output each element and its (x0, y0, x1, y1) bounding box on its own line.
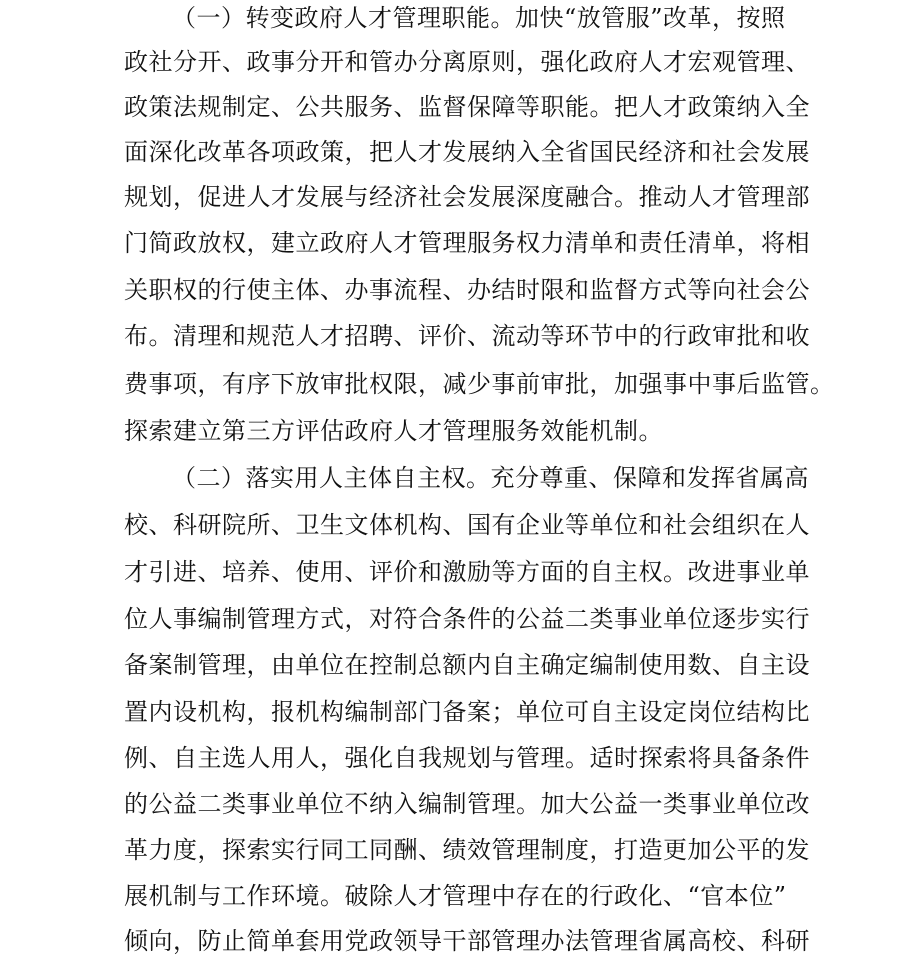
paragraph-2-line-5: 备案制管理，由单位在控制总额内自主确定编制使用数、自主设 (124, 651, 810, 679)
paragraph-1-line-8: 布。清理和规范人才招聘、评价、流动等环节中的行政审批和收 (124, 322, 810, 350)
paragraph-2-line-11: 倾向，防止简单套用党政领导干部管理办法管理省属高校、科研 (124, 927, 810, 955)
paragraph-2-line-3: 才引进、培养、使用、评价和激励等方面的自主权。改进事业单 (124, 558, 810, 586)
paragraph-2-line-10: 展机制与工作环境。破除人才管理中存在的行政化、“官本位” (124, 882, 787, 910)
paragraph-1-line-7: 关职权的行使主体、办事流程、办结时限和监督方式等向社会公 (124, 276, 810, 304)
paragraph-2-line-9: 革力度，探索实行同工同酬、绩效管理制度，打造更加公平的发 (124, 836, 810, 864)
paragraph-2-line-8: 的公益二类事业单位不纳入编制管理。加大公益一类事业单位改 (124, 790, 810, 818)
paragraph-1-line-6: 门简政放权，建立政府人才管理服务权力清单和责任清单，将相 (124, 229, 810, 257)
paragraph-2-line-6: 置内设机构，报机构编制部门备案；单位可自主设定岗位结构比 (124, 698, 810, 726)
paragraph-2-line-1: （二）落实用人主体自主权。充分尊重、保障和发挥省属高 (172, 464, 809, 492)
paragraph-1-line-2: 政社分开、政事分开和管办分离原则，强化政府人才宏观管理、 (124, 48, 810, 76)
paragraph-1-line-3: 政策法规制定、公共服务、监督保障等职能。把人才政策纳入全 (124, 93, 810, 121)
paragraph-2-line-7: 例、自主选人用人，强化自我规划与管理。适时探索将具备条件 (124, 744, 810, 772)
paragraph-1-line-4: 面深化改革各项政策，把人才发展纳入全省国民经济和社会发展 (124, 138, 810, 166)
paragraph-1-line-5: 规划，促进人才发展与经济社会发展深度融合。推动人才管理部 (124, 183, 810, 211)
paragraph-1-line-1: （一）转变政府人才管理职能。加快“放管服”改革，按照 (172, 4, 786, 32)
paragraph-1-line-10: 探索建立第三方评估政府人才管理服务效能机制。 (124, 417, 663, 445)
paragraph-1-line-9: 费事项，有序下放审批权限，减少事前审批，加强事中事后监管。 (124, 370, 835, 398)
paragraph-2-line-4: 位人事编制管理方式，对符合条件的公益二类事业单位逐步实行 (124, 605, 810, 633)
paragraph-2-line-2: 校、科研院所、卫生文体机构、国有企业等单位和社会组织在人 (124, 511, 810, 539)
